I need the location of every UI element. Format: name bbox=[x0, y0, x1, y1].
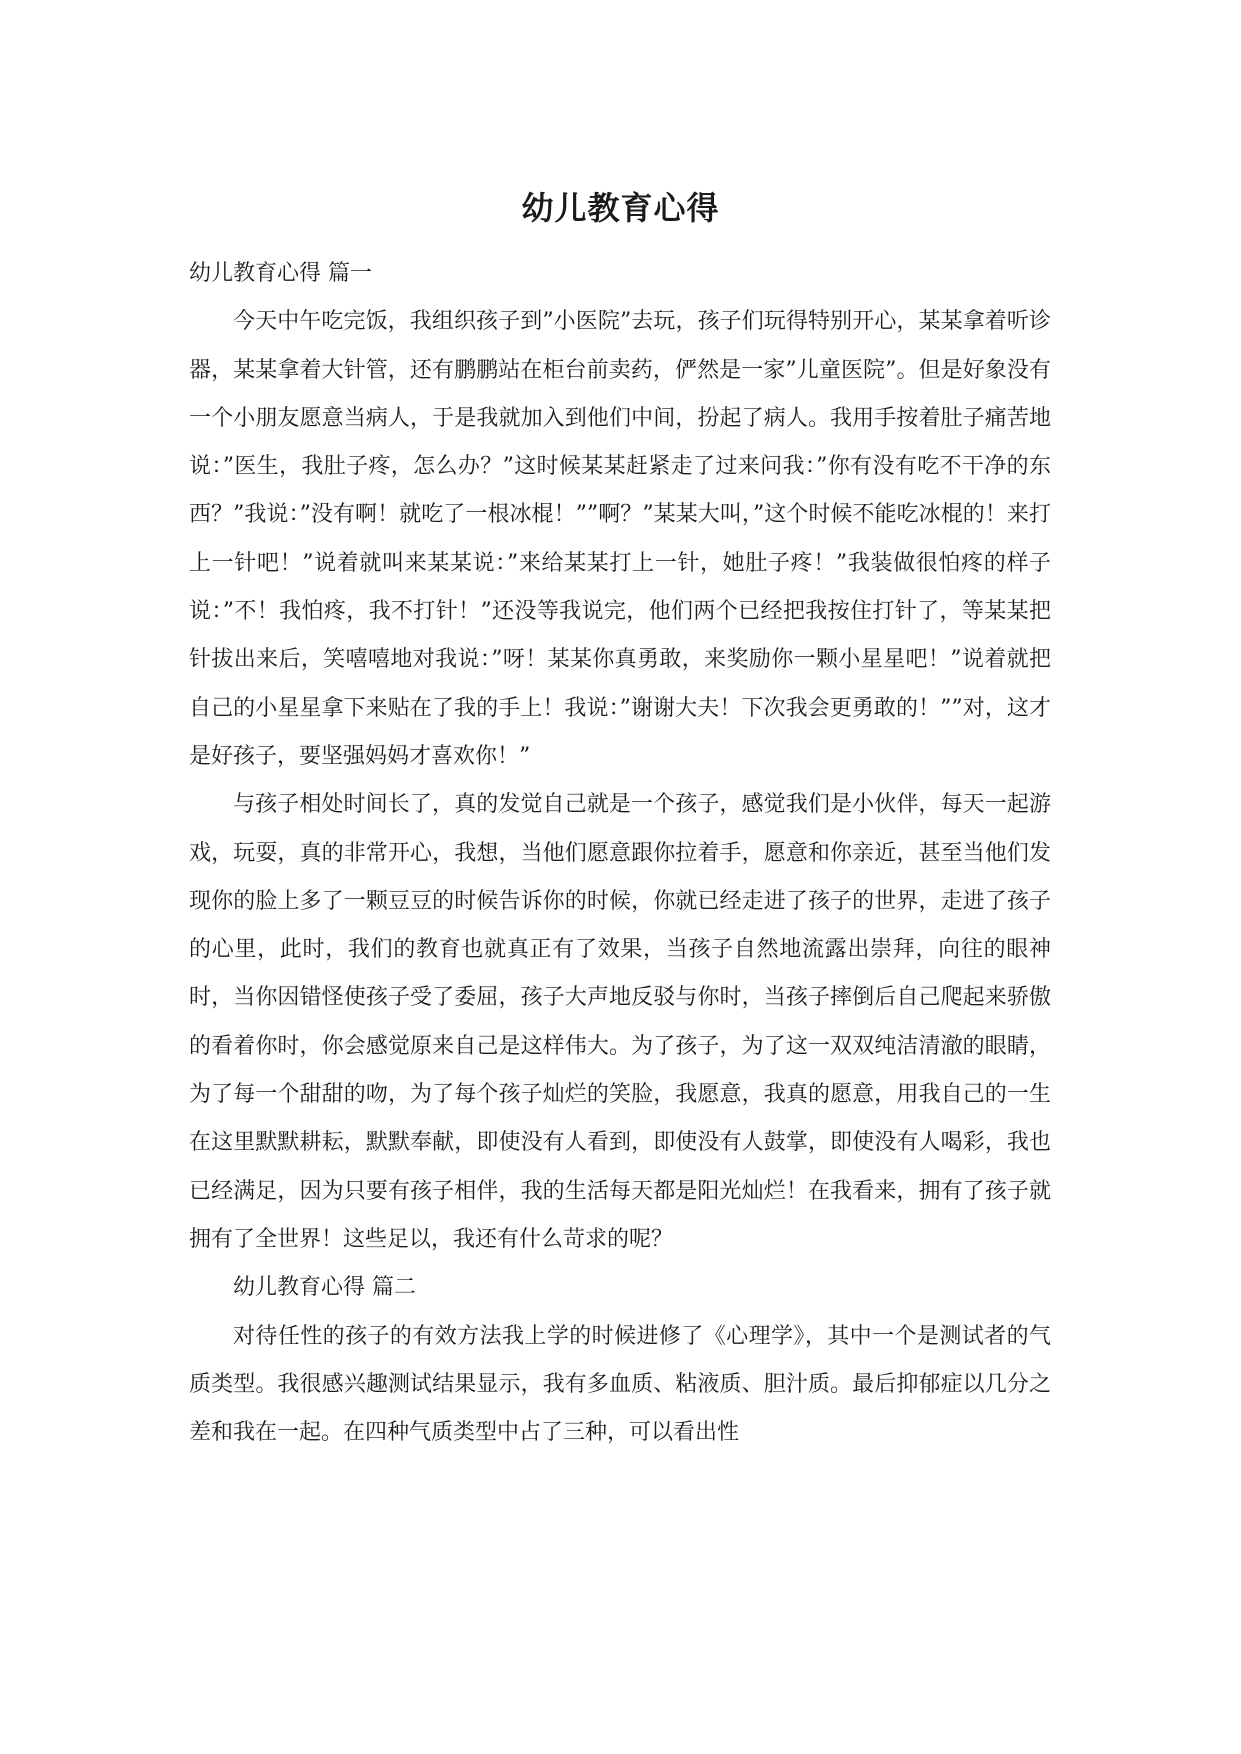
section-heading-2: 幼儿教育心得 篇二 bbox=[233, 1275, 416, 1301]
paragraph: 今天中午吃完饭，我组织孩子到”小医院”去玩，孩子们玩得特别开心，某某拿着听诊器，某某拿着大针管，还有鹏鹏站在柜台前卖药，俨然是一家”儿童医院”。但是好象没有一个小朋友愿意当病人，于是我就加入到他们中间，扮起了病人。我用手按着肚子痛苦地说：”医生，我肚子疼，怎么办？”这时候某某赶紧走了过来问我：”你有没有吃不干净的东西？”我说：”没有啊！就吃了一根冰棍！””啊？”某某大叫，”这个时候不能吃冰棍的！来打上一针吧！”说着就叫来某某说：”来给某某打上一针，她肚子疼！”我装做很怕疼的样子说：”不！我怕疼，我不打针！”还没等我说完，他们两个已经把我按住打针了，等某某把针拔出来后，笑嘻嘻地对我说：”呀！某某你真勇敢，来奖励你一颗小星星吧！”说着就把自己的小星星拿下来贴在了我的手上！我说：”谢谢大夫！下次我会更勇敢的！””对，这才是好孩子，要坚强妈妈才喜欢你！” bbox=[189, 309, 1051, 769]
paragraph: 对待任性的孩子的有效方法我上学的时候进修了《心理学》，其中一个是测试者的气质类型。我很感兴趣测试结果显示，我有多血质、粘液质、胆汁质。最后抑郁症以几分之差和我在一起。在四种气质类型中占了三种，可以看出性 bbox=[189, 1323, 1051, 1446]
paragraph: 与孩子相处时间长了，真的发觉自己就是一个孩子，感觉我们是小伙伴，每天一起游戏，玩耍，真的非常开心，我想，当他们愿意跟你拉着手，愿意和你亲近，甚至当他们发现你的脸上多了一颗豆豆的时候告诉你的时候，你就已经走进了孩子的世界，走进了孩子的心里，此时，我们的教育也就真正有了效果，当孩子自然地流露出崇拜，向往的眼神时，当你因错怪使孩子受了委屈，孩子大声地反驳与你时，当孩子摔倒后自己爬起来骄傲的看着你时，你会感觉原来自己是这样伟大。为了孩子，为了这一双双纯洁清澈的眼睛，为了每一个甜甜的吻，为了每个孩子灿烂的笑脸，我愿意，我真的愿意，用我自己的一生在这里默默耕耘，默默奉献，即使没有人看到，即使没有人鼓掌，即使没有人喝彩，我也已经满足，因为只要有孩子相伴，我的生活每天都是阳光灿烂！在我看来，拥有了孩子就拥有了全世界！这些足以，我还有什么苛求的呢？ bbox=[189, 792, 1051, 1252]
section-heading-1: 幼儿教育心得 篇一 bbox=[189, 261, 372, 286]
document-title: 幼儿教育心得 bbox=[521, 189, 720, 227]
document-body bbox=[189, 250, 1051, 1457]
